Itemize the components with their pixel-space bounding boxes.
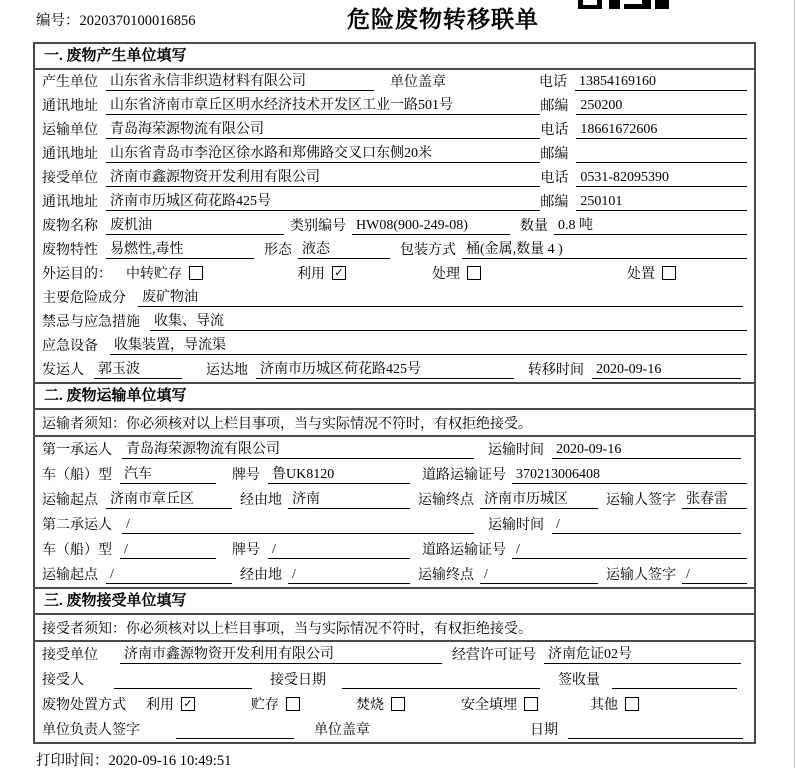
signed-qty-value xyxy=(612,672,737,689)
zip-label: 邮编 xyxy=(540,195,569,210)
receiver-zip-value: 250101 xyxy=(576,193,747,211)
producer-phone-value: 13854169160 xyxy=(575,73,747,91)
vehicle-type-label: 车（船）型 xyxy=(42,468,112,483)
shipper-value: 郭玉波 xyxy=(94,361,182,379)
manifest-form xyxy=(33,42,756,744)
option-label: 利用 xyxy=(146,698,174,713)
option-label: 贮存 xyxy=(251,698,279,713)
packing-label: 包装方式 xyxy=(400,243,456,258)
acceptor-value xyxy=(114,672,252,689)
road-license1-value: 370213006408 xyxy=(512,466,747,484)
address-label: 通讯地址 xyxy=(42,195,98,210)
option-label: 中转贮存 xyxy=(126,267,182,282)
notice-label: 运输者须知： xyxy=(42,416,126,432)
endpoint-label: 运输终点 xyxy=(418,568,474,583)
row-route2 xyxy=(35,562,754,587)
character-value: 易燃性,毒性 xyxy=(106,241,254,259)
form-value: 液态 xyxy=(298,241,390,259)
row-acceptor xyxy=(35,667,754,692)
head-sign-value xyxy=(176,722,294,739)
form-label: 形态 xyxy=(264,243,292,258)
carrier-sign2-value: / xyxy=(682,566,747,584)
origin2-value: / xyxy=(106,566,232,584)
checkbox-disposal-landfill xyxy=(524,697,538,711)
taboo-label: 禁忌与应急措施 xyxy=(42,315,140,330)
date-value xyxy=(568,722,743,739)
zip-label: 邮编 xyxy=(540,99,569,114)
option-label: 处置 xyxy=(627,267,655,282)
transport-time1-value: 2020-09-16 xyxy=(552,441,741,459)
permit-label: 经营许可证号 xyxy=(452,648,536,663)
category-value: HW08(900-249-08) xyxy=(352,217,510,235)
disposal-option-utilize xyxy=(146,694,195,714)
road-license-label: 道路运输证号 xyxy=(422,468,506,483)
address-label: 通讯地址 xyxy=(42,99,98,114)
endpoint1-value: 济南市历城区 xyxy=(480,491,598,509)
transport-time2-value: / xyxy=(552,516,741,534)
accept-unit-value: 济南市鑫源物资开发利用有限公司 xyxy=(120,646,442,664)
row-vehicle1 xyxy=(35,462,754,487)
hazard-label: 主要危险成分 xyxy=(42,291,126,306)
plate1-value: 鲁UK8120 xyxy=(268,466,410,484)
notice-text: 你必须核对以上栏目事项，当与实际情况不符时，有权拒绝接受。 xyxy=(126,416,532,432)
doc-number-label: 编号： xyxy=(36,13,80,29)
qr-block xyxy=(655,0,669,9)
qr-code-fragment xyxy=(578,0,673,10)
row-producer-address xyxy=(35,94,754,118)
checkbox-utilize: ✓ xyxy=(332,266,346,280)
plate-label: 牌号 xyxy=(232,468,260,483)
qr-block xyxy=(642,0,651,9)
print-time xyxy=(36,749,231,770)
waste-name-label: 废物名称 xyxy=(42,219,98,234)
packing-value: 桶(金属,数量 4 ) xyxy=(462,241,747,259)
print-time-label: 打印时间： xyxy=(36,753,109,769)
permit-value: 济南危证02号 xyxy=(544,646,741,664)
section1-title: 一. 废物产生单位填写 xyxy=(35,44,754,70)
receiver-label: 接受单位 xyxy=(42,171,98,186)
carrier1-value: 青岛海荣源物流有限公司 xyxy=(122,441,474,459)
option-label: 焚烧 xyxy=(356,698,384,713)
row-producer xyxy=(35,70,754,94)
accept-date-label: 接受日期 xyxy=(270,673,326,688)
row-waste-character xyxy=(35,238,754,262)
signed-qty-label: 签收量 xyxy=(558,673,600,688)
row-waste-name xyxy=(35,214,754,238)
date-label: 日期 xyxy=(530,723,558,738)
checkbox-disposal-incinerate xyxy=(391,697,405,711)
shipper-label: 发运人 xyxy=(42,363,84,378)
accept-unit-label: 接受单位 xyxy=(42,648,98,663)
vehicle-type-label: 车（船）型 xyxy=(42,543,112,558)
row-vehicle2 xyxy=(35,537,754,562)
producer-address-value: 山东省济南市章丘区明水经济技术开发区工业一路501号 xyxy=(106,97,540,115)
producer-label: 产生单位 xyxy=(42,75,98,90)
checkbox-disposal-other xyxy=(625,697,639,711)
carrier-sign-label: 运输人签字 xyxy=(606,568,676,583)
option-label: 其他 xyxy=(590,698,618,713)
unit-seal-label: 单位盖章 xyxy=(390,75,446,90)
carrier2-label: 第二承运人 xyxy=(42,518,112,533)
category-label: 类别编号 xyxy=(290,219,346,234)
producer-zip-value: 250200 xyxy=(576,97,747,115)
row-carrier1 xyxy=(35,437,754,462)
equipment-value: 收集装置，导流渠 xyxy=(110,337,747,355)
checkbox-treat xyxy=(467,266,481,280)
row-receiver-address xyxy=(35,190,754,214)
endpoint2-value: / xyxy=(480,566,598,584)
purpose-option-dispose xyxy=(627,263,676,283)
row-transporter xyxy=(35,118,754,142)
notice-label: 接受者须知： xyxy=(42,621,126,637)
vehicle-type2-value: / xyxy=(120,541,216,559)
disposal-option-landfill xyxy=(461,694,538,714)
transporter-phone-value: 18661672606 xyxy=(576,121,747,139)
receiver-phone-value: 0531-82095390 xyxy=(576,169,747,187)
row-purpose xyxy=(35,262,754,286)
taboo-value: 收集、导流 xyxy=(150,313,747,331)
unit-seal-label: 单位盖章 xyxy=(314,723,370,738)
transporter-value: 青岛海荣源物流有限公司 xyxy=(106,121,540,139)
window-edge-divider xyxy=(794,0,795,768)
transfer-time-label: 转移时间 xyxy=(528,363,584,378)
head-sign-label: 单位负责人签字 xyxy=(42,723,140,738)
transport-time-label: 运输时间 xyxy=(488,518,544,533)
qr-block xyxy=(578,0,602,9)
row-hazard-component xyxy=(35,286,754,310)
disposal-option-incinerate xyxy=(356,694,405,714)
address-label: 通讯地址 xyxy=(42,147,98,162)
producer-value: 山东省永信非织造材料有限公司 xyxy=(106,73,374,91)
option-label: 处理 xyxy=(432,267,460,282)
receiver-address-value: 济南市历城区荷花路425号 xyxy=(106,193,540,211)
phone-label: 电话 xyxy=(540,171,569,186)
via-label: 经由地 xyxy=(240,493,282,508)
acceptor-label: 接受人 xyxy=(42,673,84,688)
transporter-notice xyxy=(35,410,754,437)
quantity-label: 数量 xyxy=(520,219,548,234)
checkbox-transfer-storage xyxy=(189,266,203,280)
disposal-method-label: 废物处置方式 xyxy=(42,698,126,713)
disposal-option-storage xyxy=(251,694,300,714)
purpose-option-treat xyxy=(432,263,481,283)
quantity-value: 0.8 吨 xyxy=(554,217,747,235)
origin-label: 运输起点 xyxy=(42,568,98,583)
road-license2-value: / xyxy=(512,541,747,559)
section2-title: 二. 废物运输单位填写 xyxy=(35,382,754,410)
page-title: 危险废物转移联单 xyxy=(347,7,539,32)
hazard-value: 废矿物油 xyxy=(138,289,743,307)
accept-date-value xyxy=(342,672,540,689)
row-carrier2 xyxy=(35,512,754,537)
via-label: 经由地 xyxy=(240,568,282,583)
destination-label: 运达地 xyxy=(206,363,248,378)
option-label: 安全填埋 xyxy=(461,698,517,713)
notice-text: 你必须核对以上栏目事项，当与实际情况不符时，有权拒绝接受。 xyxy=(126,621,532,637)
row-route1 xyxy=(35,487,754,512)
carrier2-value: / xyxy=(122,516,474,534)
option-label: 利用 xyxy=(297,267,325,282)
transporter-address-value: 山东省青岛市李沧区徐水路和郑佛路交叉口东侧20米 xyxy=(106,145,540,163)
phone-label: 电话 xyxy=(539,75,567,90)
row-head-signature xyxy=(35,717,754,742)
via2-value: / xyxy=(288,566,410,584)
section3-title: 三. 废物接受单位填写 xyxy=(35,587,754,615)
zip-label: 邮编 xyxy=(540,147,569,162)
carrier-sign1-value: 张春雷 xyxy=(682,491,747,509)
row-accept-unit xyxy=(35,642,754,667)
row-emergency-equipment xyxy=(35,334,754,358)
receiver-value: 济南市鑫源物资开发利用有限公司 xyxy=(106,169,540,187)
phone-label: 电话 xyxy=(540,123,569,138)
doc-number-value: 2020370100016856 xyxy=(79,13,196,29)
carrier-sign-label: 运输人签字 xyxy=(606,493,676,508)
transporter-zip-value xyxy=(576,146,747,163)
road-license-label: 道路运输证号 xyxy=(422,543,506,558)
row-transporter-address xyxy=(35,142,754,166)
row-disposal-method xyxy=(35,692,754,717)
destination-value: 济南市历城区荷花路425号 xyxy=(256,361,514,379)
purpose-label: 外运目的： xyxy=(42,267,112,282)
vehicle-type1-value: 汽车 xyxy=(120,466,216,484)
carrier1-label: 第一承运人 xyxy=(42,443,112,458)
row-taboo-measures xyxy=(35,310,754,334)
checkbox-disposal-utilize: ✓ xyxy=(181,697,195,711)
receiver-notice xyxy=(35,615,754,642)
row-shipper xyxy=(35,358,754,382)
checkbox-dispose xyxy=(662,266,676,280)
transfer-time-value: 2020-09-16 xyxy=(592,361,741,379)
row-receiver xyxy=(35,166,754,190)
plate2-value: / xyxy=(268,541,410,559)
purpose-option-utilize xyxy=(297,263,346,283)
origin-label: 运输起点 xyxy=(42,493,98,508)
via1-value: 济南 xyxy=(288,491,410,509)
qr-block xyxy=(609,0,620,9)
plate-label: 牌号 xyxy=(232,543,260,558)
waste-name-value: 废机油 xyxy=(106,217,284,235)
purpose-option-transfer-storage xyxy=(126,263,203,283)
disposal-option-other xyxy=(590,694,639,714)
checkbox-disposal-storage xyxy=(286,697,300,711)
equipment-label: 应急设备 xyxy=(42,339,98,354)
endpoint-label: 运输终点 xyxy=(418,493,474,508)
character-label: 废物特性 xyxy=(42,243,98,258)
origin1-value: 济南市章丘区 xyxy=(106,491,232,509)
transporter-label: 运输单位 xyxy=(42,123,98,138)
print-time-value: 2020-09-16 10:49:51 xyxy=(108,753,232,769)
transport-time-label: 运输时间 xyxy=(488,443,544,458)
